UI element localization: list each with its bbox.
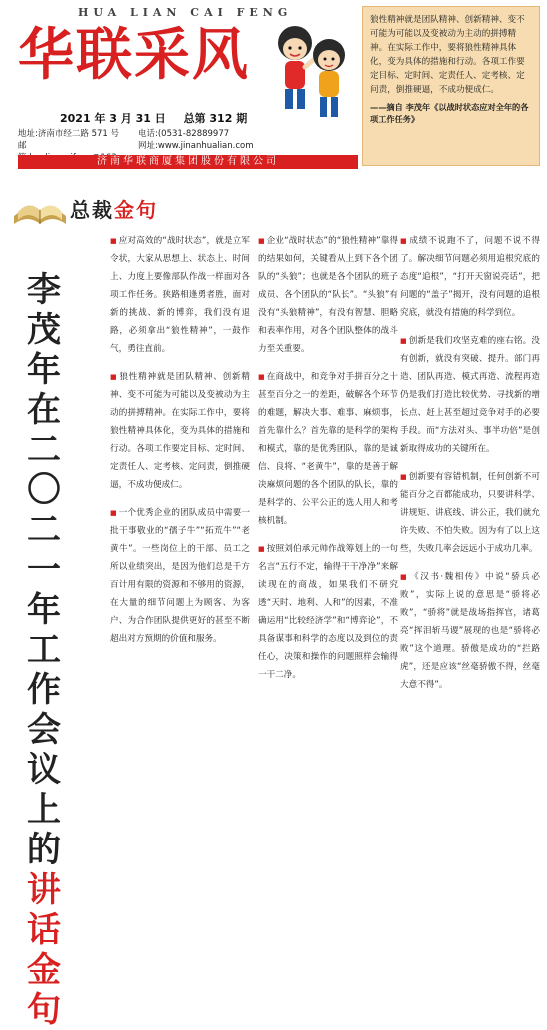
mascot-illustration bbox=[265, 15, 357, 123]
title-char: 在 bbox=[27, 390, 61, 430]
title-char: 作 bbox=[27, 670, 61, 710]
bullet-icon: ■ bbox=[258, 237, 265, 245]
newspaper-logo: 华联采风 bbox=[18, 22, 250, 88]
quote-paragraph bbox=[400, 568, 540, 694]
quote-paragraph bbox=[258, 540, 398, 684]
company-name-bar: 济南华联商厦集团股份有限公司 bbox=[18, 155, 358, 169]
bullet-icon: ■ bbox=[400, 573, 409, 581]
text-column-3 bbox=[400, 232, 540, 704]
title-char: 二 bbox=[27, 430, 61, 470]
quote-paragraph bbox=[400, 232, 540, 322]
title-char-red: 讲 bbox=[27, 870, 61, 910]
quote-paragraph bbox=[400, 468, 540, 558]
bullet-icon: ■ bbox=[400, 237, 408, 245]
bullet-icon: ■ bbox=[110, 373, 118, 381]
bullet-icon: ■ bbox=[110, 509, 117, 517]
paragraph-text: 企业“战时状态”的“狼性精神”靠得的结果如何，关键看从上到下各个团队的“头狼”；也就是各个团队的班子成员、各个团队的“队长”。“头狼”有没有“头狼精神”，有没有智慧、胆略和表率作用，对各个团队整体的战斗力至关重要。 bbox=[258, 236, 398, 354]
vertical-title bbox=[16, 270, 72, 1030]
banner-text-b: 金句 bbox=[114, 198, 158, 222]
title-char: 工 bbox=[27, 630, 61, 670]
title-char: 年 bbox=[27, 350, 61, 390]
paragraph-text: 创新要有容错机制，任何创新不可能百分之百都能成功，只要讲科学、讲规矩、讲底线、讲公正，我们就允许失败、不怕失败。因为有了以上这些，失败几率会远远小于成功几率。 bbox=[400, 472, 540, 554]
text-column-2 bbox=[258, 232, 398, 694]
title-char-red: 金 bbox=[27, 950, 61, 990]
title-char: 上 bbox=[27, 790, 61, 830]
text-column-1 bbox=[110, 232, 250, 658]
bullet-icon: ■ bbox=[258, 373, 265, 381]
masthead-pinyin: HUA LIAN CAI FENG bbox=[78, 6, 293, 19]
title-char: 二 bbox=[27, 510, 61, 550]
title-char: 李 bbox=[27, 270, 61, 310]
quote-paragraph bbox=[110, 232, 250, 358]
paragraph-text: 在商战中，和竞争对手拼百分之十甚至百分之一的差距，破解各个环节的难题，解决大事、难事、麻烦事，首先靠什么？首先靠的是科学的架构和模式，靠的是优秀团队，靠的是诚信、良将、“老黄牛”，靠的是善于解决麻烦问题的各个团队的队长，靠的是科学的、公平公正的选人用人和考核机制。 bbox=[258, 372, 398, 526]
title-char: 会 bbox=[27, 710, 61, 750]
main-section bbox=[0, 170, 547, 1030]
bullet-icon: ■ bbox=[258, 545, 265, 553]
paragraph-text: 应对高效的“战时状态”，就是立军令状，大家从思想上、状态上、时间上、力度上要像部队作战一样面对各项工作任务。狭路相逢勇者胜，面对新的挑战、新的博弈，我们没有退路，必须拿出“狼性精神”，一鼓作气，勇往直前。 bbox=[110, 236, 250, 354]
paragraph-text: 按照刘伯承元帅作战筹划上的一句名言“五行不定，输得干干净净”来解读现在的商战，如果我们不研究透“天时、地利、人和”的因素，不准确运用“比较经济学”和“博弈论”，不具备谋事和科学的态度以及到位的责任心，决策和操作的问题照样会输得一干二净。 bbox=[258, 544, 398, 680]
title-char: 的 bbox=[27, 830, 61, 870]
quote-paragraph bbox=[110, 368, 250, 494]
title-char-red: 话 bbox=[27, 910, 61, 950]
quote-paragraph bbox=[258, 232, 398, 358]
paragraph-text: 一个优秀企业的团队成员中需要一批干事敬业的“孺子牛”“拓荒牛”“老黄牛”。一些岗位上的干部、员工之所以业绩突出，是因为他们总是千方百计用有限的资源和不够用的资源，在大量的细节问题上为顾客、为客户、为合作团队提供更好的甚至不断超出对方预期的价值和服务。 bbox=[110, 508, 250, 644]
paragraph-text: 狼性精神就是团队精神、创新精神、变不可能为可能以及变被动为主动的拼搏精神。在实际工作中，要将狼性精神具体化，变为具体的措施和行动。各项工作要定目标、定时间、定责任人、定考核、定问责，倒推硬逼，不成功便成仁。 bbox=[110, 372, 250, 490]
website[interactable]: 网址:www.jinanhualian.com bbox=[138, 141, 254, 151]
title-char-red: 句 bbox=[27, 990, 61, 1030]
quote-paragraph bbox=[400, 332, 540, 458]
book-icon bbox=[10, 180, 70, 228]
email[interactable]: 邮 bbox=[18, 141, 27, 151]
dateline bbox=[60, 110, 261, 126]
paragraph-text: 成绩不说跑不了，问题不说不得了。解决细节问题必须用追根究底的态度“追根”，“打开天窗说亮话”，把问题的“盖子”揭开，没有问题的追根究底，就没有措施的科学到位。 bbox=[400, 236, 540, 318]
quote-paragraph bbox=[258, 368, 398, 530]
title-char: 茂 bbox=[27, 310, 61, 350]
paragraph-text: 创新是我们攻坚克难的座右铭。没有创新，就没有突破、提升。部门再造、团队再造、模式再造、流程再造仍是我们打造比较优势、寻找新的增长点、赶上甚至超过竞争对手的必要手段。而“方法对头、事半功倍”是创新取得成功的关键所在。 bbox=[400, 336, 540, 454]
phone: 电话:(0531-82889977 bbox=[138, 129, 230, 139]
quote-paragraph bbox=[110, 504, 250, 648]
title-char: 年 bbox=[27, 590, 61, 630]
quote-source: ——摘自 李茂年《以战时状态应对全年的各项工作任务》 bbox=[370, 102, 529, 124]
quote-text: 狼性精神就是团队精神、创新精神、变不可能为可能以及变被动为主动的拼搏精神。在实际工作中，要将狼性精神具体化，变为具体的措施和行动。各项工作要定目标、定时间、定责任人、定考核、定问责，倒推硬逼，不成功便成仁。 bbox=[370, 15, 525, 95]
title-char: 〇 bbox=[27, 470, 61, 510]
bullet-icon: ■ bbox=[400, 473, 407, 481]
bullet-icon: ■ bbox=[110, 237, 117, 245]
section-banner bbox=[10, 180, 180, 230]
banner-text-a: 总裁 bbox=[70, 198, 114, 222]
title-char: 议 bbox=[27, 750, 61, 790]
title-char: 一 bbox=[27, 550, 61, 590]
quote-box bbox=[362, 6, 540, 166]
paragraph-text: 《汉书·魏相传》中说“骄兵必败”，实际上说的意思是“骄将必败”，“骄将”就是战场指挥官，诸葛亮“挥泪斩马谡”展现的也是“骄将必败”这个道理。骄傲是成功的“拦路虎”，还是应该“丝毫骄傲不得，丝毫大意不得”。 bbox=[400, 572, 540, 690]
masthead bbox=[0, 0, 547, 170]
issue-date: 2021 年 3 月 31 日 bbox=[60, 112, 166, 125]
address: 地址:济南市经二路 571 号 bbox=[18, 129, 119, 139]
issue-number: 总第 312 期 bbox=[183, 112, 248, 125]
bullet-icon: ■ bbox=[400, 337, 407, 345]
section-banner-title bbox=[70, 194, 158, 223]
